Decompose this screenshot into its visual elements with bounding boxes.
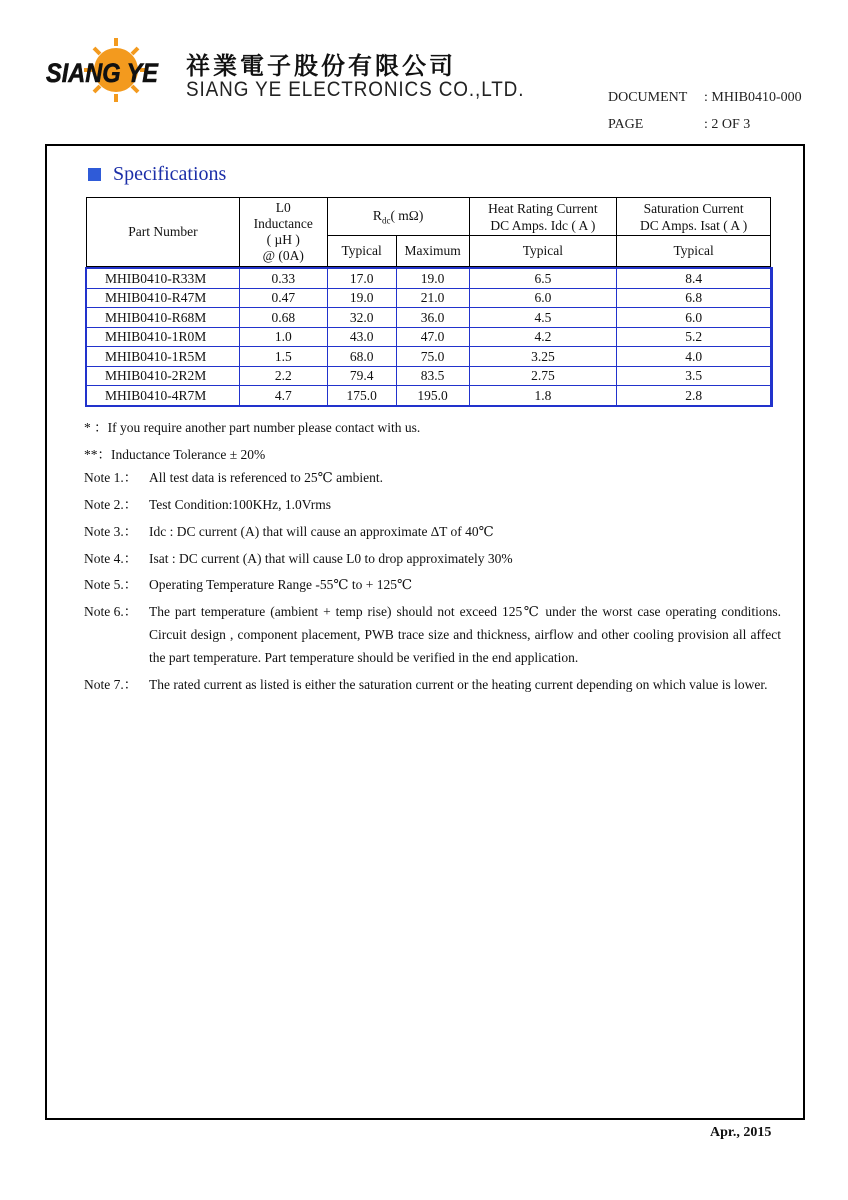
inductance-cell: 4.7 [239, 386, 327, 406]
part-number-cell: MHIB0410-R47M [87, 288, 240, 308]
note-7 [84, 673, 781, 696]
inductance-cell: 0.33 [239, 269, 327, 289]
idc-cell: 4.2 [469, 327, 617, 347]
subheader-rdc-typical: Typical [327, 236, 396, 267]
rdc-maximum-cell: 83.5 [396, 366, 469, 386]
header-part-number: Part Number [87, 198, 240, 267]
table-row [87, 269, 771, 289]
inductance-cell: 0.68 [239, 308, 327, 328]
note-6 [84, 600, 781, 669]
company-name-chinese: 祥業電子股份有限公司 [186, 51, 456, 80]
rdc-maximum-cell: 195.0 [396, 386, 469, 406]
isat-cell: 3.5 [617, 366, 771, 386]
square-bullet-icon [88, 168, 101, 181]
note-label: Note 6.： [84, 604, 138, 619]
specifications-table [86, 197, 771, 406]
footnote-tolerance: **：Inductance Tolerance ± 20% [84, 447, 266, 462]
note-2 [84, 493, 781, 516]
inductance-cell: 2.2 [239, 366, 327, 386]
subheader-idc-typical: Typical [469, 236, 617, 267]
rdc-typical-cell: 19.0 [327, 288, 396, 308]
table-row [87, 327, 771, 347]
company-name-english: SIANG YE ELECTRONICS CO.,LTD. [186, 78, 525, 101]
logo-wordmark: SIANG YE [46, 58, 159, 88]
idc-cell: 6.5 [469, 269, 617, 289]
table-row [87, 347, 771, 367]
isat-cell: 5.2 [617, 327, 771, 347]
idc-cell: 6.0 [469, 288, 617, 308]
header-heat-rating-current: Heat Rating Current DC Amps. Idc ( A ) [469, 198, 617, 236]
page-label: PAGE [608, 117, 644, 132]
document-number: : MHIB0410-000 [704, 90, 802, 105]
isat-cell: 2.8 [617, 386, 771, 406]
table-row [87, 288, 771, 308]
rdc-maximum-cell: 36.0 [396, 308, 469, 328]
note-label: Note 4.： [84, 551, 138, 566]
part-number-cell: MHIB0410-1R0M [87, 327, 240, 347]
inductance-cell: 1.5 [239, 347, 327, 367]
part-number-cell: MHIB0410-R33M [87, 269, 240, 289]
note-3 [84, 520, 781, 543]
note-label: Note 1.： [84, 470, 138, 485]
note-label: Note 7.： [84, 677, 138, 692]
idc-cell: 4.5 [469, 308, 617, 328]
table-row [87, 386, 771, 406]
isat-cell: 6.8 [617, 288, 771, 308]
inductance-cell: 1.0 [239, 327, 327, 347]
part-number-cell: MHIB0410-2R2M [87, 366, 240, 386]
note-1 [84, 466, 781, 489]
idc-cell: 1.8 [469, 386, 617, 406]
inductance-cell: 0.47 [239, 288, 327, 308]
document-label: DOCUMENT [608, 90, 688, 105]
isat-cell: 8.4 [617, 269, 771, 289]
rdc-typical-cell: 17.0 [327, 269, 396, 289]
note-label: Note 3.： [84, 524, 138, 539]
isat-cell: 4.0 [617, 347, 771, 367]
rdc-maximum-cell: 19.0 [396, 269, 469, 289]
part-number-cell: MHIB0410-4R7M [87, 386, 240, 406]
rdc-maximum-cell: 47.0 [396, 327, 469, 347]
table-row [87, 308, 771, 328]
table-row [87, 366, 771, 386]
rdc-typical-cell: 32.0 [327, 308, 396, 328]
note-label: Note 5.： [84, 577, 138, 592]
subheader-rdc-maximum: Maximum [396, 236, 469, 267]
company-logo [44, 36, 162, 106]
note-4 [84, 547, 781, 570]
specifications-table-body [87, 269, 771, 406]
header-inductance: L0 Inductance ( µH ) @ (0A) [239, 198, 327, 267]
note-text: All test data is referenced to 25℃ ambient. [149, 470, 384, 485]
rdc-typical-cell: 43.0 [327, 327, 396, 347]
footnote-part-number: * ：If you require another part number please contact with us. [84, 420, 421, 435]
header-saturation-current: Saturation Current DC Amps. Isat ( A ) [617, 198, 771, 236]
note-text: Operating Temperature Range -55℃ to + 125℃ [149, 577, 413, 592]
section-title: Specifications [113, 163, 227, 185]
document-info [608, 90, 802, 106]
page-number: : 2 OF 3 [704, 117, 751, 132]
idc-cell: 2.75 [469, 366, 617, 386]
part-number-cell: MHIB0410-R68M [87, 308, 240, 328]
note-label: Note 2.： [84, 497, 138, 512]
note-text: The part temperature (ambient + temp rise) should not exceed 125℃ under the worst case operating conditions. Circuit design , component placement, PWB trace size and thickness, airflow and other cooling provision all affect the part temperature. Part temperature should be verified in the end application. [149, 604, 781, 665]
idc-cell: 3.25 [469, 347, 617, 367]
note-text: The rated current as listed is either the saturation current or the heating current depending on which value is lower. [149, 677, 768, 692]
note-text: Test Condition:100KHz, 1.0Vrms [149, 497, 331, 512]
page-info [608, 117, 750, 133]
rdc-typical-cell: 79.4 [327, 366, 396, 386]
isat-cell: 6.0 [617, 308, 771, 328]
footer-date: Apr., 2015 [710, 1125, 772, 1140]
rdc-typical-cell: 68.0 [327, 347, 396, 367]
note-text: Isat : DC current (A) that will cause L0 to drop approximately 30% [149, 551, 513, 566]
rdc-maximum-cell: 75.0 [396, 347, 469, 367]
subheader-isat-typical: Typical [617, 236, 771, 267]
section-heading [88, 163, 226, 186]
header-rdc: $R_{dc}$( mΩ) [327, 198, 469, 236]
note-text: Idc : DC current (A) that will cause an approximate ∆T of 40℃ [149, 524, 494, 539]
rdc-maximum-cell: 21.0 [396, 288, 469, 308]
note-5 [84, 573, 781, 596]
part-number-cell: MHIB0410-1R5M [87, 347, 240, 367]
rdc-typical-cell: 175.0 [327, 386, 396, 406]
